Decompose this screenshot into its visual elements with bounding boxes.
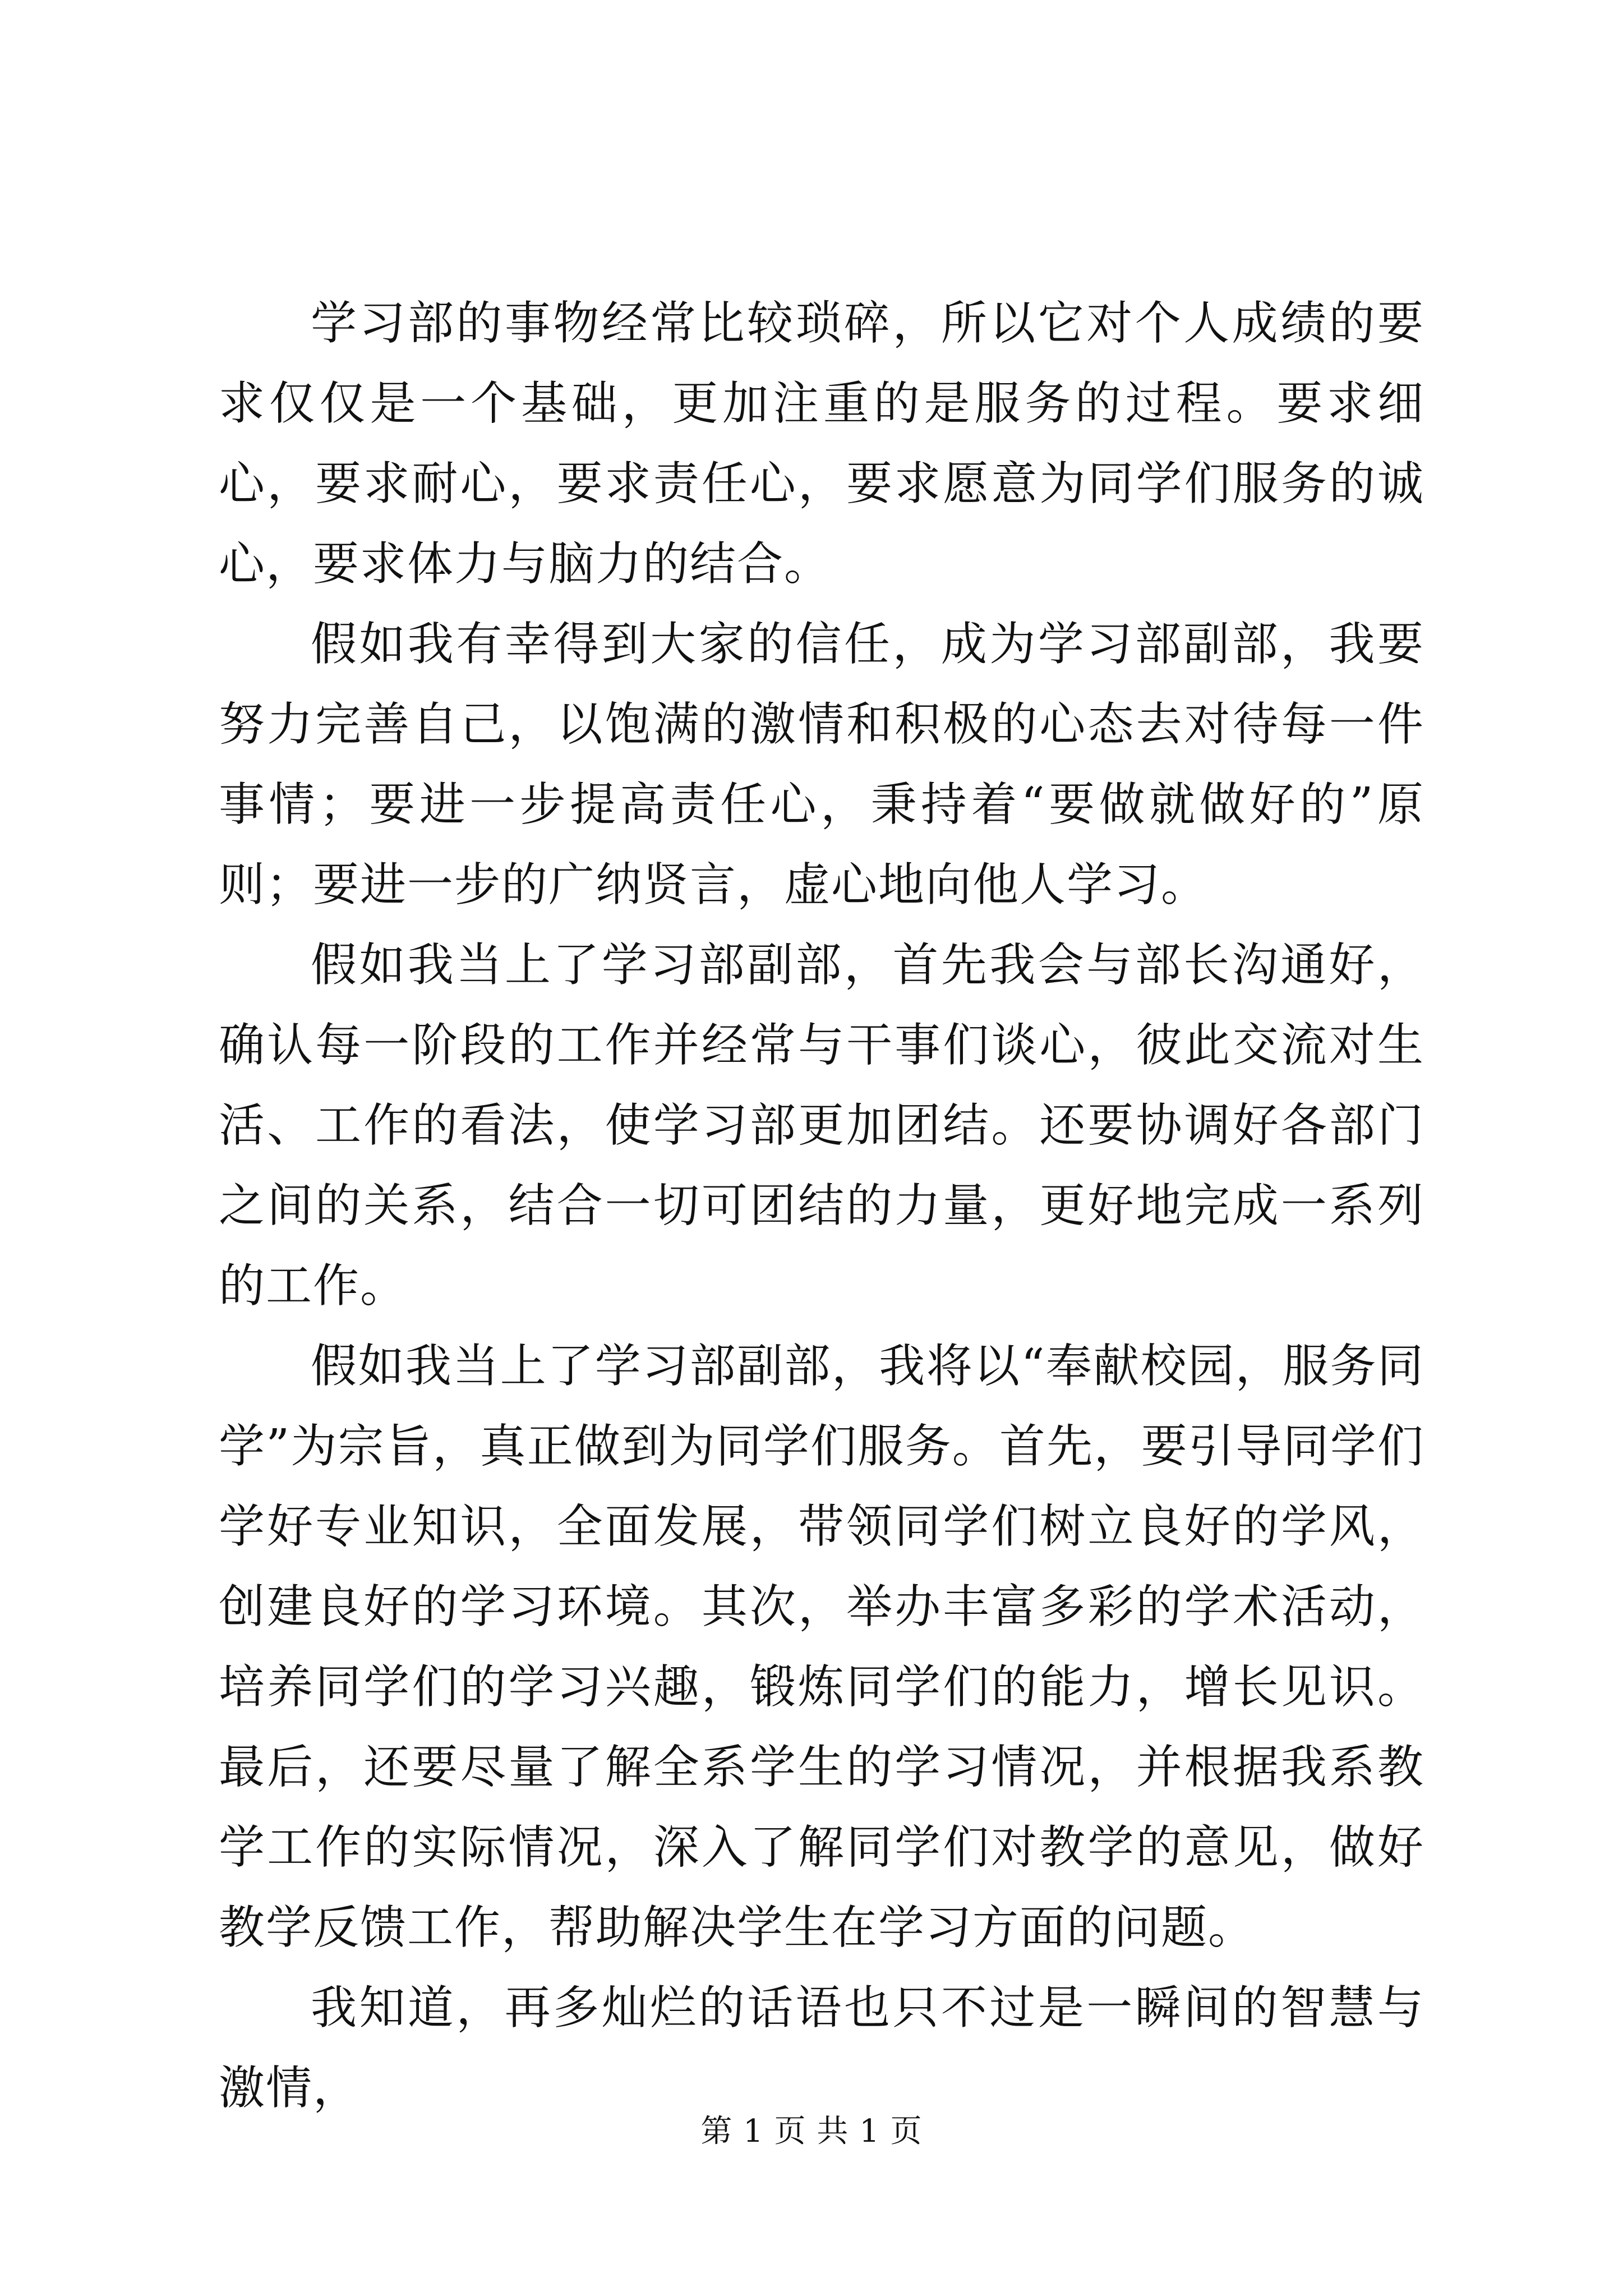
- page-footer: 第 1 页 共 1 页: [700, 2113, 923, 2150]
- paragraph-4: 假如我当上了学习部副部，我将以“奉献校园，服务同学”为宗旨，真正做到为同学们服务。首先，要引导同学们学好专业知识，全面发展，带领同学们树立良好的学风，创建良好的学习环境。其次，举办丰富多彩的学术活动，培养同学们的学习兴趣，锻炼同学们的能力，增长见识。最后，还要尽量了解全系学生的学习情况，并根据我系教学工作的实际情况，深入了解同学们对教学的意见，做好教学反馈工作，帮助解决学生在学习方面的问题。: [219, 1340, 1424, 1954]
- paragraph-3: 假如我当上了学习部副部，首先我会与部长沟通好，确认每一阶段的工作并经常与干事们谈心，彼此交流对生活、工作的看法，使学习部更加团结。还要协调好各部门之间的关系，结合一切可团结的力量，更好地完成一系列的工作。: [219, 938, 1424, 1313]
- paragraph-2: 假如我有幸得到大家的信任，成为学习部副部，我要努力完善自己，以饱满的激情和积极的心态去对待每一件事情；要进一步提高责任心，秉持着“要做就做好的”原则；要进一步的广纳贤言，虚心地向他人学习。: [219, 618, 1424, 912]
- paragraph-5: 我知道，再多灿烂的话语也只不过是一瞬间的智慧与激情，: [219, 1981, 1424, 2115]
- document-body: [219, 283, 1424, 2128]
- paragraph-1: 学习部的事物经常比较琐碎，所以它对个人成绩的要求仅仅是一个基础，更加注重的是服务的过程。要求细心，要求耐心，要求责任心，要求愿意为同学们服务的诚心，要求体力与脑力的结合。: [219, 297, 1424, 591]
